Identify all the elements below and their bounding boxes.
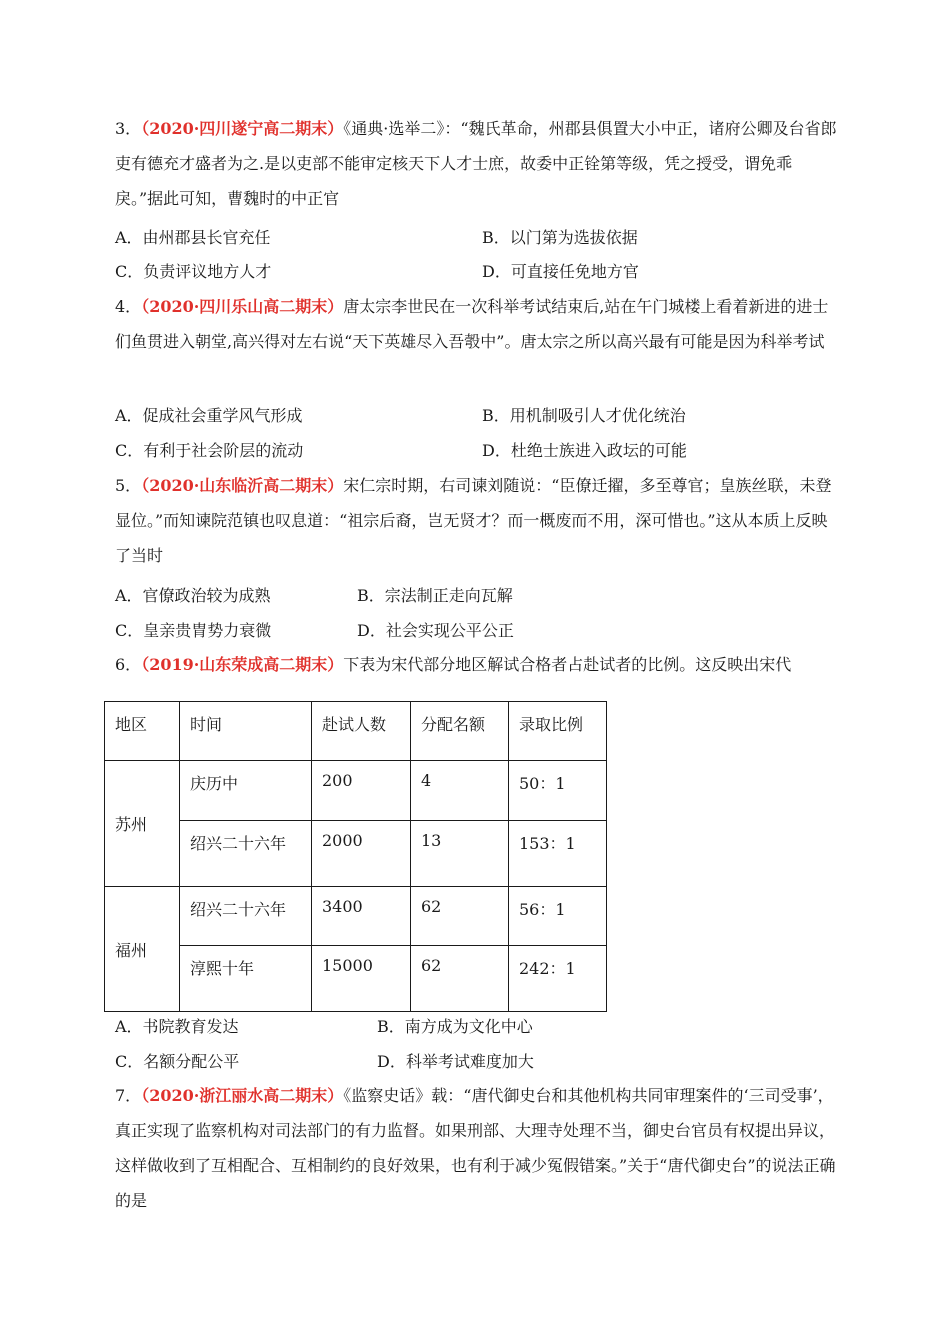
table-header-cell: 时间 [180,702,312,761]
table-header-row [105,702,607,761]
table-header-cell: 录取比例 [509,702,607,761]
table-header-cell: 赴试人数 [312,702,411,761]
table-cell: 庆历中 [180,761,312,821]
question-stem [115,1078,840,1218]
table-cell: 4 [411,761,509,821]
table-cell: 242：1 [509,946,607,1012]
question-text: 宋仁宗时期，右司谏刘随说：“臣僚迁擢，多至尊官；皇族丝联，未登显位。”而知谏院范镇也叹息道：“祖宗后裔，岂无贤才？而一概废而不用，深可惜也。”这从本质上反映了当时 [115,476,832,565]
question-7 [115,1078,840,1218]
option-a[interactable]: A．促成社会重学风气形成 [115,406,303,425]
option-a[interactable]: A．书院教育发达 [115,1017,239,1036]
question-6 [115,647,840,682]
option-a[interactable]: A．由州郡县长官充任 [115,228,271,247]
question-stem [115,111,840,216]
question-source: （2020·四川乐山高二期末） [141,297,344,316]
table-cell: 153：1 [509,821,607,887]
option-c[interactable]: C．有利于社会阶层的流动 [115,441,304,460]
table-cell: 62 [411,946,509,1012]
question-source: （2020·山东临沂高二期末） [141,476,344,495]
question-number: 5． [115,476,142,495]
exam-ratio-table [104,701,607,1012]
option-c[interactable]: C．皇亲贵胄势力衰微 [115,621,272,640]
table-row [105,821,607,887]
table-cell: 15000 [312,946,411,1012]
table-cell: 62 [411,887,509,946]
option-b[interactable]: B．以门第为选拔依据 [482,228,638,247]
question-number: 7． [115,1086,142,1105]
option-b[interactable]: B．南方成为文化中心 [377,1017,533,1036]
question-source: （2020·四川遂宁高二期末） [141,119,344,138]
option-d[interactable]: D．科举考试难度加大 [377,1052,534,1071]
table-cell: 56：1 [509,887,607,946]
option-c[interactable]: C．名额分配公平 [115,1052,240,1071]
option-d[interactable]: D．杜绝士族进入政坛的可能 [482,441,687,460]
option-a[interactable]: A．官僚政治较为成熟 [115,586,271,605]
option-c[interactable]: C．负责评议地方人才 [115,262,272,281]
question-source: （2020·浙江丽水高二期末） [141,1086,344,1105]
question-text: 《通典·选举二》：“魏氏革命，州郡县俱置大小中正，诸府公卿及台省郎吏有德充才盛者为之.是以吏部不能审定核天下人才士庶，故委中正铨第等级，凭之授受，谓免乖戾。”据此可知，曹魏时的中正官 [115,119,837,208]
question-number: 3． [115,119,142,138]
question-stem [115,289,840,359]
question-5 [115,468,840,573]
region-cell: 福州 [105,887,180,1012]
question-source: （2019·山东荣成高二期末） [141,655,344,674]
table-cell: 50：1 [509,761,607,821]
table-cell: 2000 [312,821,411,887]
table-cell: 绍兴二十六年 [180,887,312,946]
question-3 [115,111,840,216]
region-cell: 苏州 [105,761,180,887]
table-header-cell: 分配名额 [411,702,509,761]
question-4 [115,289,840,359]
option-b[interactable]: B．用机制吸引人才优化统治 [482,406,686,425]
question-text: 《监察史话》载：“唐代御史台和其他机构共同审理案件的‘三司受事’，真正实现了监察机构对司法部门的有力监督。如果刑部、大理寺处理不当，御史台官员有权提出异议，这样做收到了互相配合、互相制约的良好效果，也有利于减少冤假错案。”关于“唐代御史台”的说法正确的是 [115,1086,836,1210]
question-stem [115,468,840,573]
table-cell: 绍兴二十六年 [180,821,312,887]
table-header-cell: 地区 [105,702,180,761]
table-row [105,946,607,1012]
table-cell: 200 [312,761,411,821]
table-row [105,887,607,946]
question-text: 唐太宗李世民在一次科举考试结束后,站在午门城楼上看着新进的进士们鱼贯进入朝堂,高兴得对左右说“天下英雄尽入吾彀中”。唐太宗之所以高兴最有可能是因为科举考试 [115,297,829,351]
option-b[interactable]: B．宗法制正走向瓦解 [357,586,513,605]
table-cell: 淳熙十年 [180,946,312,1012]
question-text: 下表为宋代部分地区解试合格者占赴试者的比例。这反映出宋代 [343,655,792,674]
option-d[interactable]: D．社会实现公平公正 [357,621,514,640]
question-number: 4． [115,297,142,316]
question-number: 6． [115,655,142,674]
table-cell: 3400 [312,887,411,946]
table-row [105,761,607,821]
option-d[interactable]: D．可直接任免地方官 [482,262,639,281]
table-cell: 13 [411,821,509,887]
question-stem [115,647,840,682]
